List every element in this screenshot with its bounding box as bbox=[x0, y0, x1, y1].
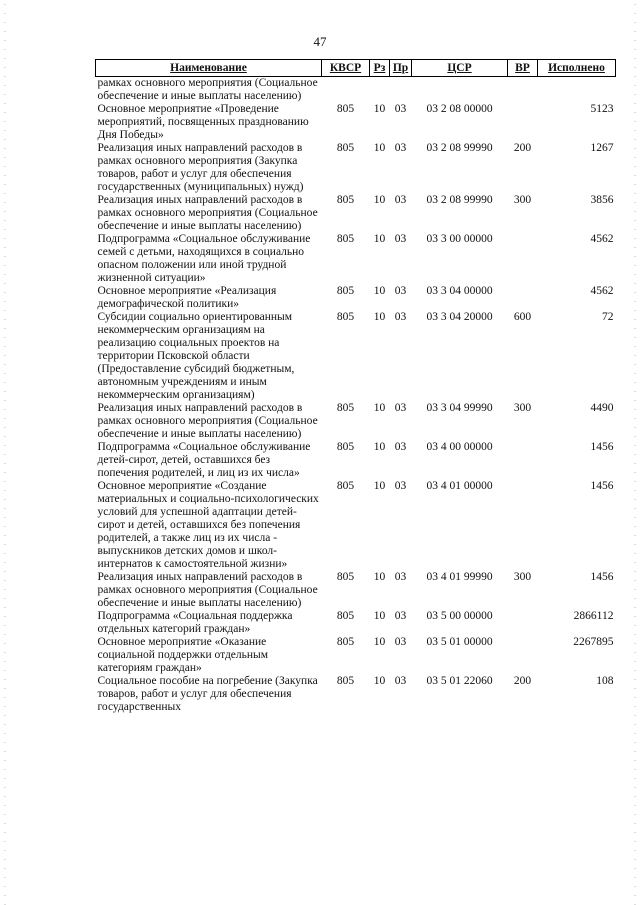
cell-pr: 03 bbox=[394, 142, 407, 154]
cell-kvsr: 805 bbox=[336, 194, 355, 206]
cell-name: Подпрограмма «Социальное обслуживание детей-сирот, детей, оставшихся без попечения родителей, и лиц из их числа» bbox=[97, 441, 311, 479]
cell-rz: 10 bbox=[373, 571, 386, 583]
cell-name: Реализация иных направлений расходов в рамках основного мероприятия (Социальное обеспечение и иные выплаты населению) bbox=[97, 571, 318, 609]
cell-kvsr: 805 bbox=[336, 103, 355, 115]
table-row bbox=[96, 194, 616, 233]
cell-executed: 5123 bbox=[590, 103, 614, 115]
cell-name: Подпрограмма «Социальная поддержка отдельных категорий граждан» bbox=[97, 610, 293, 635]
table-row bbox=[96, 441, 616, 480]
table-row bbox=[96, 233, 616, 285]
cell-vr bbox=[508, 77, 538, 104]
cell-csr: 03 2 08 99990 bbox=[426, 142, 493, 154]
cell-name: Социальное пособие на погребение (Закупка товаров, работ и услуг для обеспечения государственных bbox=[97, 675, 318, 713]
cell-csr: 03 2 08 99990 bbox=[426, 194, 493, 206]
cell-csr bbox=[412, 77, 508, 104]
cell-rz: 10 bbox=[373, 441, 386, 453]
cell-kvsr: 805 bbox=[336, 285, 355, 297]
cell-rz: 10 bbox=[373, 675, 386, 687]
cell-kvsr: 805 bbox=[336, 142, 355, 154]
cell-pr: 03 bbox=[394, 233, 407, 245]
cell-name: Реализация иных направлений расходов в рамках основного мероприятия (Закупка товаров, работ и услуг для обеспечения государственных (муниципальных) нужд) bbox=[97, 142, 304, 193]
cell-pr: 03 bbox=[394, 285, 407, 297]
cell-name: рамках основного мероприятия (Социальное обеспечение и иные выплаты населению) bbox=[97, 77, 318, 102]
cell-csr: 03 4 00 00000 bbox=[426, 441, 493, 453]
header-pr: Пр bbox=[390, 60, 412, 77]
cell-vr: 200 bbox=[513, 675, 532, 687]
cell-csr: 03 5 01 22060 bbox=[426, 675, 493, 687]
cell-pr: 03 bbox=[394, 402, 407, 414]
table-row bbox=[96, 610, 616, 636]
cell-kvsr: 805 bbox=[336, 636, 355, 648]
table-row bbox=[96, 480, 616, 571]
cell-vr bbox=[508, 285, 538, 311]
cell-kvsr: 805 bbox=[336, 480, 355, 492]
header-kvsr: КВСР bbox=[322, 60, 370, 77]
cell-rz: 10 bbox=[373, 194, 386, 206]
header-csr: ЦСР bbox=[412, 60, 508, 77]
cell-executed: 72 bbox=[602, 311, 614, 323]
cell-name: Реализация иных направлений расходов в рамках основного мероприятия (Социальное обеспечение и иные выплаты населению) bbox=[97, 402, 318, 440]
cell-vr: 300 bbox=[513, 402, 532, 414]
cell-rz: 10 bbox=[373, 610, 386, 622]
cell-kvsr: 805 bbox=[336, 441, 355, 453]
cell-kvsr: 805 bbox=[336, 675, 355, 687]
header-vr: ВР bbox=[508, 60, 538, 77]
cell-pr bbox=[390, 77, 412, 104]
cell-csr: 03 3 00 00000 bbox=[426, 233, 493, 245]
budget-execution-table bbox=[95, 59, 616, 714]
cell-csr: 03 3 04 20000 bbox=[426, 311, 493, 323]
cell-pr: 03 bbox=[394, 571, 407, 583]
cell-vr bbox=[508, 441, 538, 480]
cell-name: Основное мероприятие «Оказание социальной поддержки отдельным категориям граждан» bbox=[97, 636, 269, 674]
cell-pr: 03 bbox=[394, 103, 407, 115]
cell-rz: 10 bbox=[373, 233, 386, 245]
cell-pr: 03 bbox=[394, 610, 407, 622]
cell-vr: 200 bbox=[513, 142, 532, 154]
cell-executed: 3856 bbox=[590, 194, 614, 206]
cell-kvsr: 805 bbox=[336, 311, 355, 323]
cell-executed: 1267 bbox=[590, 142, 614, 154]
cell-vr bbox=[508, 636, 538, 675]
table-row bbox=[96, 311, 616, 402]
cell-kvsr: 805 bbox=[336, 402, 355, 414]
cell-rz bbox=[370, 77, 390, 104]
header-name: Наименование bbox=[96, 60, 322, 77]
cell-kvsr: 805 bbox=[336, 233, 355, 245]
cell-vr: 300 bbox=[513, 194, 532, 206]
cell-csr: 03 3 04 99990 bbox=[426, 402, 493, 414]
header-rz: Рз bbox=[370, 60, 390, 77]
table-row bbox=[96, 142, 616, 194]
cell-vr bbox=[508, 610, 538, 636]
table-row bbox=[96, 402, 616, 441]
cell-csr: 03 4 01 99990 bbox=[426, 571, 493, 583]
cell-executed: 4562 bbox=[590, 233, 614, 245]
cell-vr bbox=[508, 103, 538, 142]
cell-name: Основное мероприятие «Реализация демографической политики» bbox=[97, 285, 277, 310]
cell-rz: 10 bbox=[373, 480, 386, 492]
cell-pr: 03 bbox=[394, 636, 407, 648]
header-executed: Исполнено bbox=[538, 60, 616, 77]
cell-vr bbox=[508, 480, 538, 571]
scan-edge-left bbox=[4, 0, 6, 905]
cell-csr: 03 4 01 00000 bbox=[426, 480, 493, 492]
cell-csr: 03 2 08 00000 bbox=[426, 103, 493, 115]
cell-csr: 03 5 00 00000 bbox=[426, 610, 493, 622]
cell-csr: 03 5 01 00000 bbox=[426, 636, 493, 648]
cell-vr: 300 bbox=[513, 571, 532, 583]
cell-executed: 1456 bbox=[590, 480, 614, 492]
cell-name: Реализация иных направлений расходов в рамках основного мероприятия (Социальное обеспечение и иные выплаты населению) bbox=[97, 194, 318, 232]
cell-executed: 1456 bbox=[590, 441, 614, 453]
cell-pr: 03 bbox=[394, 194, 407, 206]
cell-kvsr: 805 bbox=[336, 571, 355, 583]
table-header-row bbox=[96, 60, 616, 77]
cell-executed: 1456 bbox=[590, 571, 614, 583]
table-row bbox=[96, 285, 616, 311]
cell-rz: 10 bbox=[373, 402, 386, 414]
table-row bbox=[96, 675, 616, 714]
cell-pr: 03 bbox=[394, 480, 407, 492]
cell-executed: 2267895 bbox=[573, 636, 614, 648]
cell-kvsr bbox=[322, 77, 370, 104]
cell-rz: 10 bbox=[373, 142, 386, 154]
table-row bbox=[96, 103, 616, 142]
cell-pr: 03 bbox=[394, 311, 407, 323]
cell-vr: 600 bbox=[513, 311, 532, 323]
cell-rz: 10 bbox=[373, 311, 386, 323]
cell-csr: 03 3 04 00000 bbox=[426, 285, 493, 297]
cell-executed: 4490 bbox=[590, 402, 614, 414]
page-number: 47 bbox=[313, 34, 327, 49]
cell-rz: 10 bbox=[373, 285, 386, 297]
table-row bbox=[96, 77, 616, 104]
cell-name: Основное мероприятие «Проведение мероприятий, посвященных празднованию Дня Победы» bbox=[97, 103, 309, 141]
cell-executed bbox=[538, 77, 616, 104]
cell-rz: 10 bbox=[373, 636, 386, 648]
cell-name: Субсидии социально ориентированным некоммерческим организациям на реализацию социальных проектов на территории Псковской области (Предоставление субсидий бюджетным, автономным учреждениям и иным некоммерческим организациям) bbox=[97, 311, 295, 401]
cell-executed: 4562 bbox=[590, 285, 614, 297]
cell-name: Основное мероприятие «Создание материальных и социально-психологических условий для успешной адаптации детей-сирот и детей, оставшихся без попечения родителей, а также лиц из их числа - выпускников детских домов и школ-интернатов к самостоятельной жизни» bbox=[97, 480, 319, 570]
table-row bbox=[96, 571, 616, 610]
cell-vr bbox=[508, 233, 538, 285]
cell-pr: 03 bbox=[394, 675, 407, 687]
table-row bbox=[96, 636, 616, 675]
cell-pr: 03 bbox=[394, 441, 407, 453]
cell-executed: 2866112 bbox=[573, 610, 614, 622]
scan-edge-right bbox=[634, 0, 636, 905]
cell-rz: 10 bbox=[373, 103, 386, 115]
cell-kvsr: 805 bbox=[336, 610, 355, 622]
cell-executed: 108 bbox=[596, 675, 614, 687]
cell-name: Подпрограмма «Социальное обслуживание семей с детьми, находящихся в социально опасном положении или иной трудной жизненной ситуации» bbox=[97, 233, 311, 284]
